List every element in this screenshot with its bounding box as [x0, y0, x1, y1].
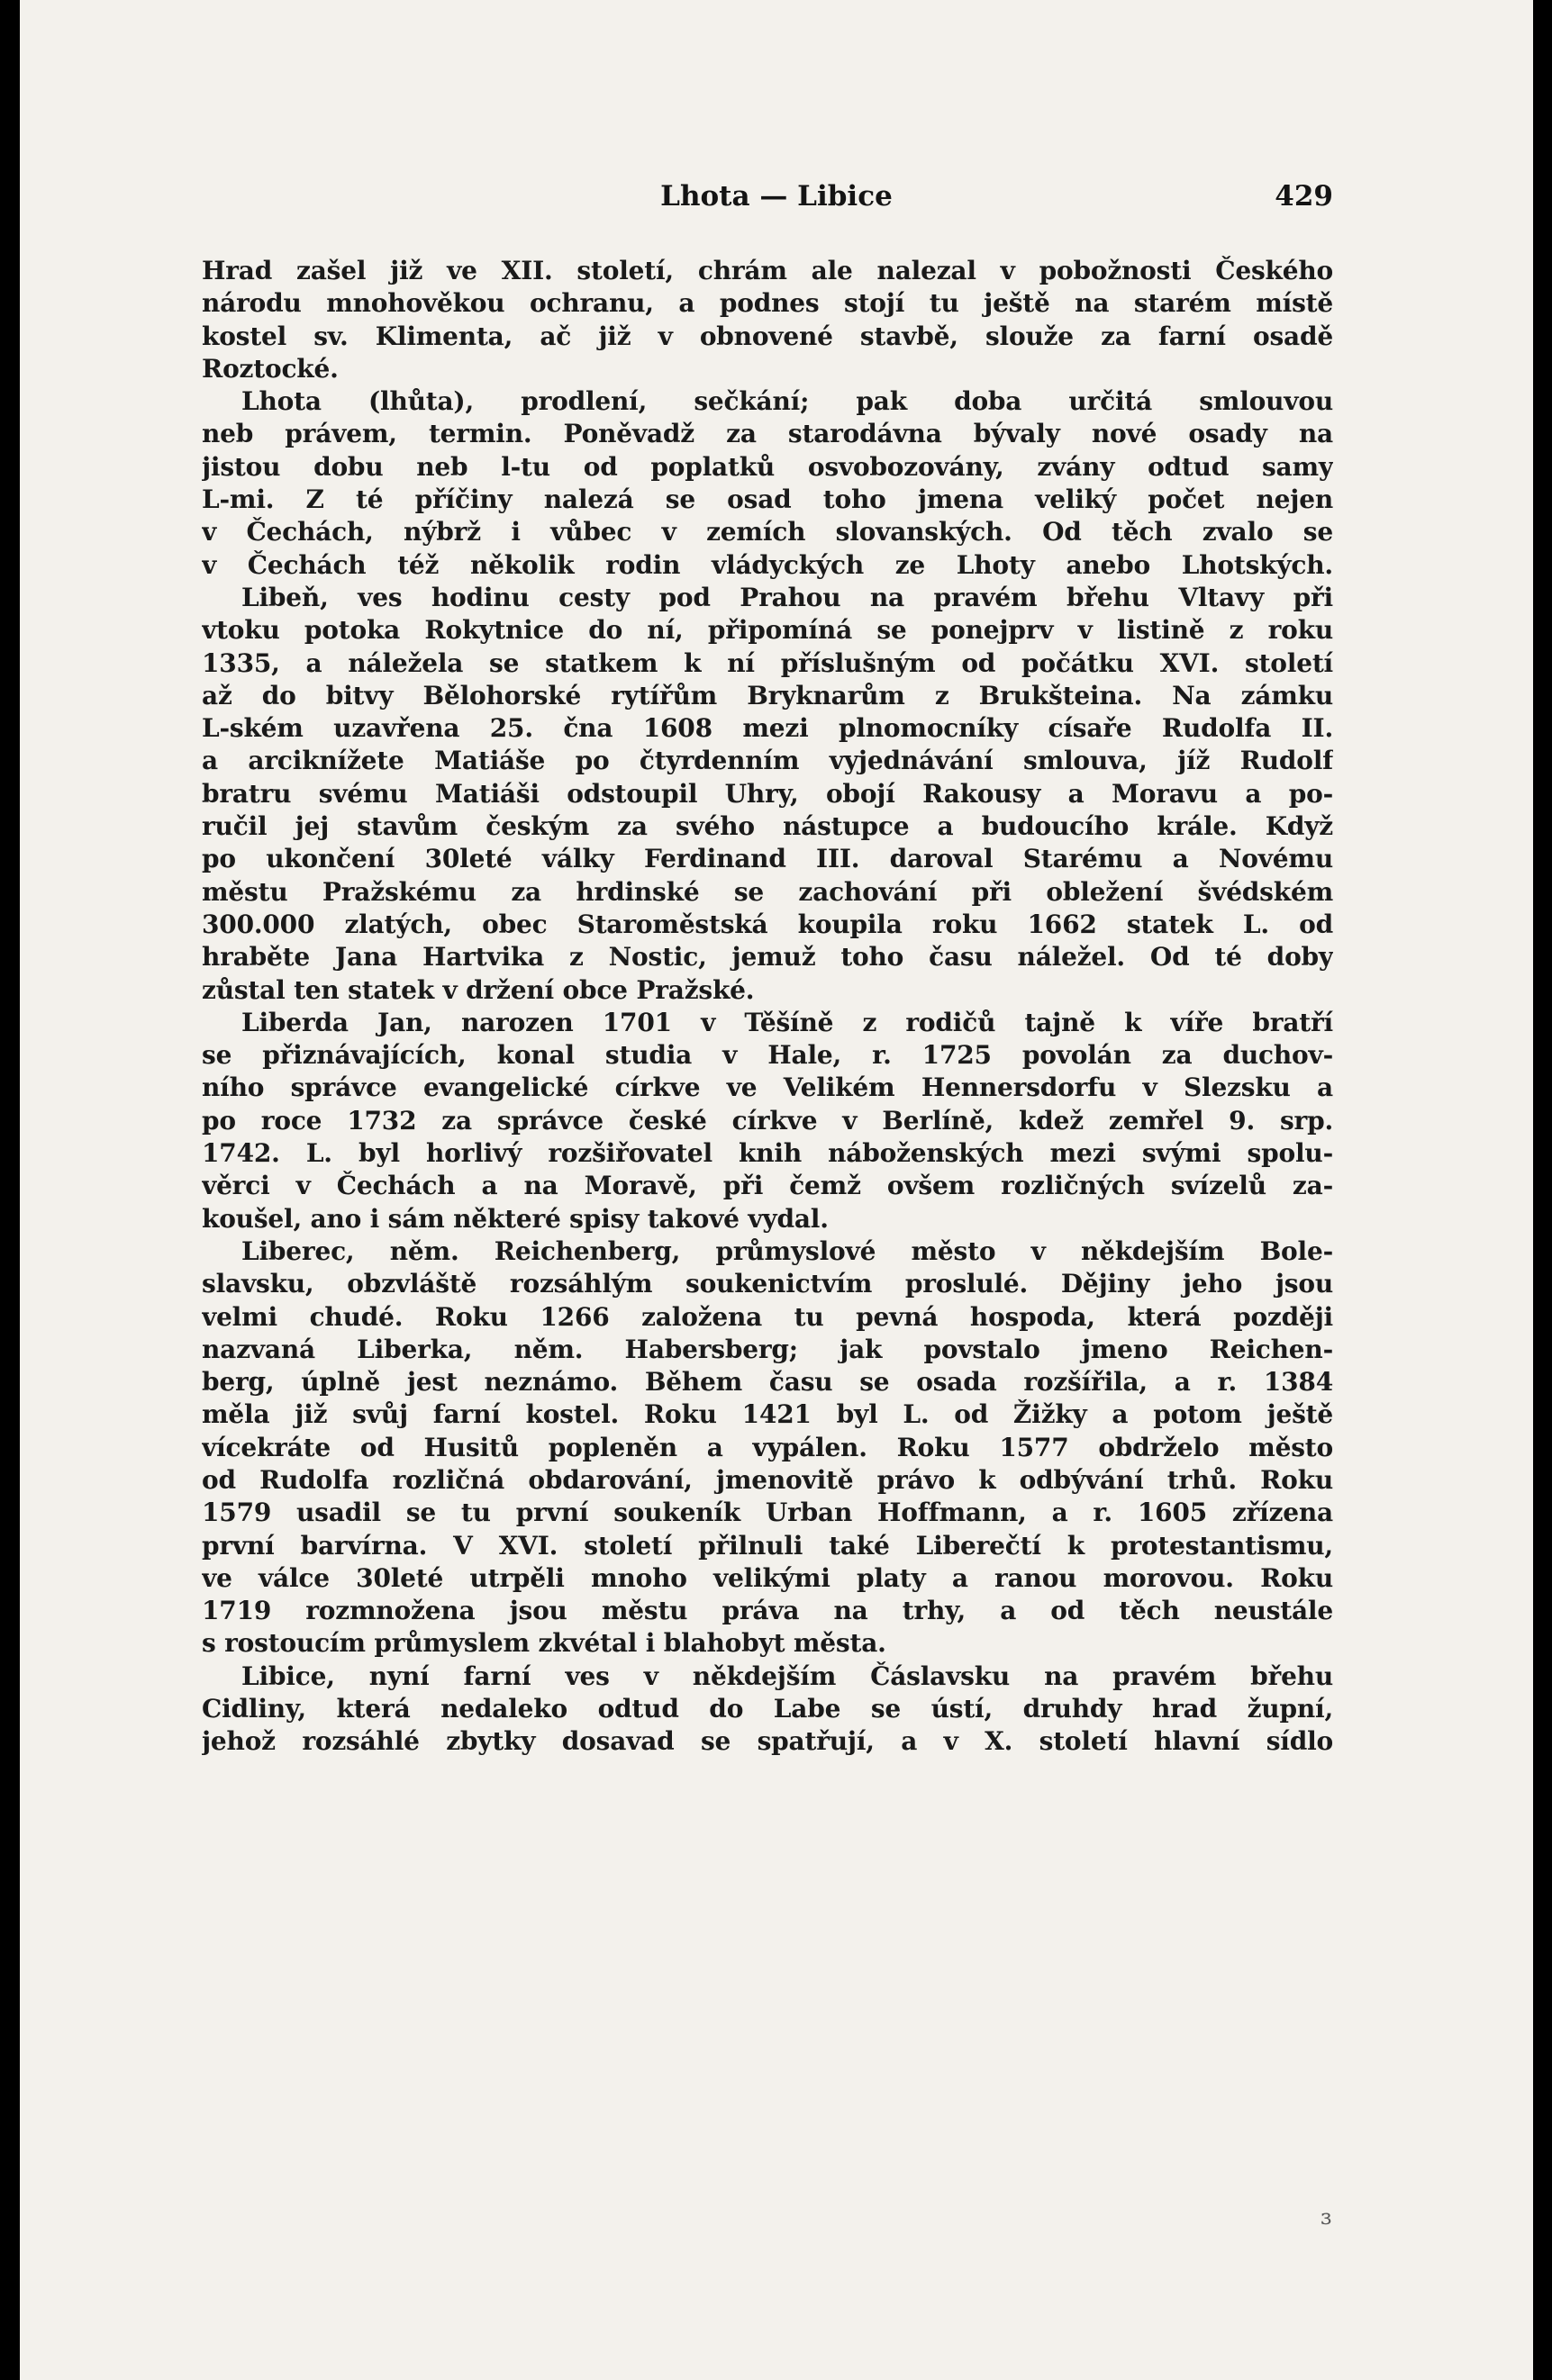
text-line: zůstal ten statek v držení obce Pražské. [202, 974, 755, 1005]
text-line: koušel, ano i sám některé spisy takové vydal. [202, 1203, 829, 1234]
text-line: první barvírna. V XVI. století přilnuli také Liberečtí k protestantismu, [202, 1530, 1333, 1561]
text-line: bratru svému Matiáši odstoupil Uhry, obojí Rakousy a Moravu a po- [202, 778, 1333, 809]
text-line: 1742. L. byl horlivý rozšiřovatel knih náboženských mezi svými spolu- [202, 1138, 1333, 1169]
text-line: hraběte Jana Hartvika z Nostic, jemuž toho času náležel. Od té doby [202, 942, 1333, 973]
running-title: Lhota — Libice [660, 180, 893, 213]
text-line: městu Pražskému za hrdinské se zachování při obležení švédském [202, 876, 1333, 907]
text-line: 1719 rozmnožena jsou městu práva na trhy, a od těch neustále [202, 1596, 1333, 1626]
text-line: Roztocké. [202, 353, 339, 384]
text-line: Libeň, ves hodinu cesty pod Prahou na pravém břehu Vltavy při [241, 582, 1333, 612]
text-line: 1579 usadil se tu první soukeník Urban Hoffmann, a r. 1605 zřízena [202, 1498, 1333, 1528]
text-line: Hrad zašel již ve XII. století, chrám ale nalezal v pobožnosti Českého [202, 256, 1333, 285]
text-line: 1335, a náležela se statkem k ní příslušným od počátku XVI. století [202, 647, 1333, 678]
text-line: ve válce 30leté utrpěli mnoho velikými platy a ranou morovou. Roku [202, 1562, 1333, 1593]
text-line: ního správce evangelické církve ve Velikém Hennersdorfu v Slezsku a [202, 1072, 1333, 1103]
text-line: se přiznávajících, konal studia v Hale, r. 1725 povolán za duchov- [202, 1040, 1333, 1071]
text-line: až do bitvy Bělohorské rytířům Bryknarům z Brukšteina. Na zámku [202, 680, 1333, 710]
text-line: L-mi. Z té příčiny nalezá se osad toho jmena veliký počet nejen [202, 484, 1333, 515]
text-line: neb právem, termin. Poněvadž za starodávna bývaly nové osady na [202, 419, 1333, 449]
text-line: vtoku potoka Rokytnice do ní, připomíná se ponejprv v listině z roku [202, 615, 1333, 646]
text-line: Lhota (lhůta), prodlení, sečkání; pak doba určitá smlouvou [241, 386, 1333, 417]
text-line: vícekráte od Husitů popleněn a vypálen. Roku 1577 obdrželo město [202, 1432, 1333, 1462]
text-line: jehož rozsáhlé zbytky dosavad se spatřují, a v X. století hlavní sídlo [202, 1726, 1333, 1757]
text-line: jistou dobu neb l-tu od poplatků osvobozovány, zvány odtud samy [202, 451, 1333, 482]
text-line: měla již svůj farní kostel. Roku 1421 byl L. od Žižky a potom ještě [202, 1399, 1333, 1430]
text-line: v Čechách též několik rodin vládyckých ze Lhoty anebo Lhotských. [202, 549, 1333, 580]
text-line: a arciknížete Matiáše po čtyrdenním vyjednávání smlouva, jíž Rudolf [202, 746, 1333, 776]
text-line: národu mnohověkou ochranu, a podnes stojí tu ještě na starém místě [202, 288, 1333, 319]
text-line: v Čechách, nýbrž i vůbec v zemích slovanských. Od těch zvalo se [202, 517, 1333, 547]
text-line: s rostoucím průmyslem zkvétal i blahobyt města. [202, 1628, 886, 1659]
text-line: slavsku, obzvláště rozsáhlým soukenictvím proslulé. Dějiny jeho jsou [202, 1269, 1333, 1299]
text-line: věrci v Čechách a na Moravě, při čemž ovšem rozličných svízelů za- [202, 1171, 1333, 1201]
text-line: nazvaná Liberka, něm. Habersberg; jak povstalo jmeno Reichen- [202, 1334, 1333, 1364]
body-text [202, 255, 1333, 1759]
page-number: 429 [1275, 180, 1333, 213]
text-line: po ukončení 30leté války Ferdinand III. daroval Starému a Novému [202, 844, 1333, 874]
text-line: ručil jej stavům českým za svého nástupce a budoucího krále. Když [202, 811, 1333, 842]
text-line: Libice, nyní farní ves v někdejším Čáslavsku na pravém břehu [241, 1661, 1333, 1691]
text-line: 300.000 zlatých, obec Staroměstská koupila roku 1662 statek L. od [202, 909, 1333, 939]
text-line: kostel sv. Klimenta, ač již v obnovené stavbě, slouže za farní osadě [202, 321, 1333, 351]
running-head [20, 180, 1533, 216]
text-line: L-ském uzavřena 25. čna 1608 mezi plnomocníky císaře Rudolfa II. [202, 713, 1333, 744]
book-page [20, 0, 1533, 2380]
text-line: po roce 1732 za správce české církve v Berlíně, kdež zemřel 9. srp. [202, 1105, 1333, 1136]
text-line: Cidliny, která nedaleko odtud do Labe se ústí, druhdy hrad župní, [202, 1694, 1333, 1724]
text-line: Liberda Jan, narozen 1701 v Těšíně z rodičů tajně k víře bratří [241, 1007, 1333, 1037]
page-mark: ɜ [1321, 2204, 1332, 2230]
text-line: od Rudolfa rozličná obdarování, jmenovitě právo k odbývání trhů. Roku [202, 1464, 1333, 1495]
text-line: berg, úplně jest neznámo. Během času se osada rozšířila, a r. 1384 [202, 1367, 1333, 1398]
text-line: velmi chudé. Roku 1266 založena tu pevná hospoda, která později [202, 1301, 1333, 1332]
text-line: Liberec, něm. Reichenberg, průmyslové město v někdejším Bole- [241, 1235, 1333, 1266]
